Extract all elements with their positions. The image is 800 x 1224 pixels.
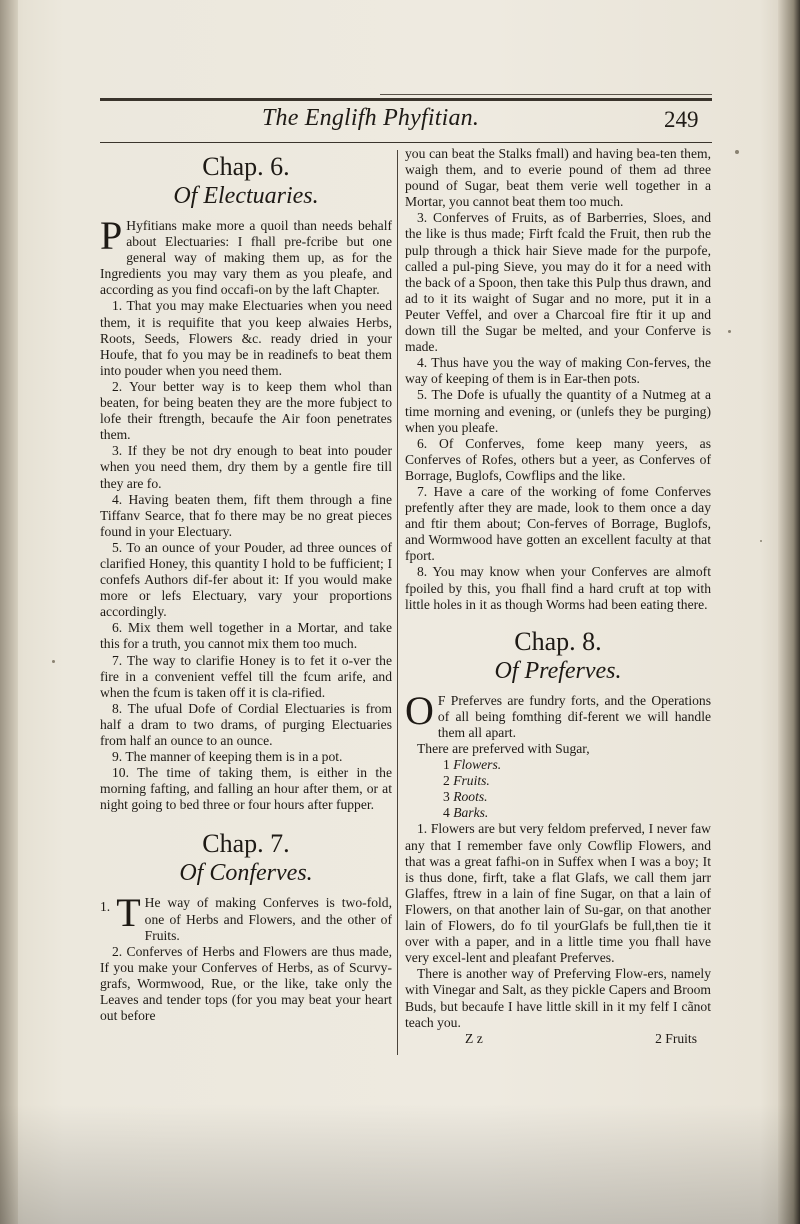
paragraph: 8. The ufual Dofe of Cordial Electuaries is from half a dram to two drams, of purging Electuaries from half an ounce to an ounce. bbox=[100, 700, 392, 748]
paragraph: 5. To an ounce of your Pouder, ad three ounces of clarified Honey, this quantity I hold to be fufficient; I confefs Authors dif-fer about it: If you would make more or lefs Electuary, vary your proportions accordingly. bbox=[100, 539, 392, 620]
chapter-6-intro bbox=[100, 213, 392, 298]
running-head-title: The Englifh Phyfitian. bbox=[262, 105, 480, 131]
paragraph: 5. The Dofe is ufually the quantity of a Nutmeg at a time morning and evening, or (unlefs they be purging) when you pleafe. bbox=[405, 387, 711, 435]
paragraph: There are preferved with Sugar, bbox=[417, 741, 590, 756]
paragraph: you can beat the Stalks fmall) and having bea-ten them, waigh them, and to everie pound of them ad three pound of Sugar, beat them verie well together in a Mortar, you cannot beat them too much. bbox=[405, 146, 711, 210]
head-rule bbox=[100, 142, 712, 143]
page-edge-left bbox=[0, 0, 18, 1224]
paragraph: 4. Having beaten them, fift them through a fine Tiffanv Searce, that fo there may be no great pieces found in your Electuary. bbox=[100, 491, 392, 539]
catchword: 2 Fruits bbox=[655, 1030, 697, 1046]
paper-speck bbox=[728, 330, 731, 333]
top-rule bbox=[100, 98, 712, 101]
top-rule-thin bbox=[380, 94, 712, 95]
paragraph: 7. Have a care of the working of fome Conferves prefently after they are made, look to them once a day and ftir them about; Con-ferves of Borrage, Buglofs, and Wormwood have gotten an excellent faculty at that fport. bbox=[405, 483, 711, 564]
list-item: 4 Barks. bbox=[443, 805, 489, 821]
paragraph-text: He way of making Conferves is two-fold, one of Herbs and Flowers, and the other of Fruits. bbox=[144, 895, 392, 943]
drop-cap: T bbox=[116, 890, 141, 936]
page-edge-right bbox=[778, 0, 800, 1224]
page-shadow bbox=[0, 1104, 800, 1224]
paper-speck bbox=[52, 660, 55, 663]
paragraph: 6. Mix them well together in a Mortar, and take this for a truth, you cannot mix them too much. bbox=[100, 620, 392, 652]
paragraph: 7. The way to clarifie Honey is to fet it o-ver the fire in a convenient veffel till the fcum arife, and when the fcum is taken off it is cla-rified. bbox=[100, 652, 392, 700]
chapter-6-heading: Chap. 6. bbox=[202, 152, 290, 181]
paragraph: 6. Of Conferves, fome keep many yeers, as Conferves of Rofes, others but a yeer, as Conferves of Borrage, Buglofs, Cowflips and the like. bbox=[405, 435, 711, 483]
chapter-8-intro bbox=[405, 687, 711, 741]
chapter-8-subtitle: Of Preferves. bbox=[494, 657, 622, 684]
signature-line bbox=[405, 1031, 711, 1047]
list-item: 1 Flowers. bbox=[443, 757, 502, 773]
list-item: 3 Roots. bbox=[443, 789, 488, 805]
paragraph: 1. That you may make Electuaries when you need them, it is requifite that you keep alwaies Herbs, Roots, Seeds, Flowers &c. ready dried in your Houfe, that fo you may be in readinefs to beat them into pouder when you need them. bbox=[100, 298, 392, 378]
right-column bbox=[405, 146, 711, 1047]
paragraph: 4. Thus have you the way of making Con-ferves, the way of keeping of them is in Ear-then pots. bbox=[405, 355, 711, 387]
paragraph: 10. The time of taking them, is either in the morning fafting, and falling an hour after them, or at night going to bed three or four hours after fupper. bbox=[100, 765, 392, 813]
list-item: 2 Fruits. bbox=[443, 773, 490, 789]
chapter-7-subtitle: Of Conferves. bbox=[179, 860, 313, 887]
signature-mark: Z z bbox=[465, 1030, 483, 1046]
paragraph: 1. Flowers are but very feldom preferved, I never faw any that I remember fave only Cowflip Flowers, and that was a great fafhi-on in Suffex when I was a boy; It is thus done, firft, take a flat Glafs, we call them jarr Glaffes, ftrew in a lain of fine Sugar, on that a lain of Flowers, on that another lain of Su-gar, on that another lain of Flowers, do fo til yourGlafs be full,then tie it over with a paper, and in a little time you fhall have very excel-lent and pleafant Preferves. bbox=[405, 821, 711, 966]
paragraph: There is another way of Preferving Flow-ers, namely with Vinegar and Salt, as they pickle Capers and Broom Buds, but becaufe I have little skill in it my felf I cãnot teach you. bbox=[405, 966, 711, 1030]
intro-text: Hyfitians make more a quoil than needs behalf about Electuaries: I fhall pre-fcribe but one general way of making them up, as for the Ingredients you may vary them as you pleafe, and according as you find occafi-on by the laft Chapter. bbox=[100, 218, 392, 298]
page-number: 249 bbox=[664, 107, 699, 132]
running-head bbox=[0, 103, 800, 139]
drop-cap: P bbox=[100, 213, 123, 258]
paragraph: 2. Conferves of Herbs and Flowers are thus made, If you make your Conferves of Herbs, as of Scurvy-grafs, Wormwood, Rue, or the like, take only the Leaves and tender tops (for you may beat your heart out before bbox=[100, 943, 392, 1024]
paragraph-number: 1. bbox=[100, 899, 111, 915]
drop-cap: O bbox=[405, 687, 434, 733]
chapter-8-heading: Chap. 8. bbox=[514, 626, 602, 656]
paragraph: 3. If they be not dry enough to beat into pouder when you need them, dry them by a gentle fire till they are fo. bbox=[100, 443, 392, 491]
paragraph: 2. Your better way is to keep them whol than beaten, for being beaten they are the more fubject to lofe their ftrength, becaufe the Air foon penetrates them. bbox=[100, 378, 392, 443]
chapter-7-paragraph-1 bbox=[100, 890, 392, 943]
paragraph: 8. You may know when your Conferves are almoft fpoiled by this, you fhall find a hard cruft at top with little holes in it as though Worms had been eating there. bbox=[405, 564, 711, 612]
paragraph: 3. Conferves of Fruits, as of Barberries, Sloes, and the like is thus made; Firft fcald the Fruit, then rub the pulp through a thick hair Sieve made for the purpofe, called a pul-ping Sieve, you may do it for a need with the back of a Spoon, then take this Pulp thus drawn, and ad to it its waight of Sugar and no more, put it in a Peuter Veffel, and over a Charcoal fire ftir it up and down till the Sugar be melted, and your Conferve is made. bbox=[405, 210, 711, 355]
chapter-7-heading: Chap. 7. bbox=[202, 829, 290, 859]
left-column bbox=[100, 146, 392, 1024]
paper-speck bbox=[760, 540, 762, 542]
intro-text: F Preferves are fundry forts, and the Operations of all being fomthing dif-ferent we will handle them all apart. bbox=[437, 692, 711, 740]
column-rule bbox=[397, 150, 398, 1055]
chapter-6-subtitle: Of Electuaries. bbox=[173, 183, 319, 209]
paragraph: 9. The manner of keeping them is in a pot. bbox=[112, 749, 343, 765]
paper-speck bbox=[735, 150, 739, 154]
